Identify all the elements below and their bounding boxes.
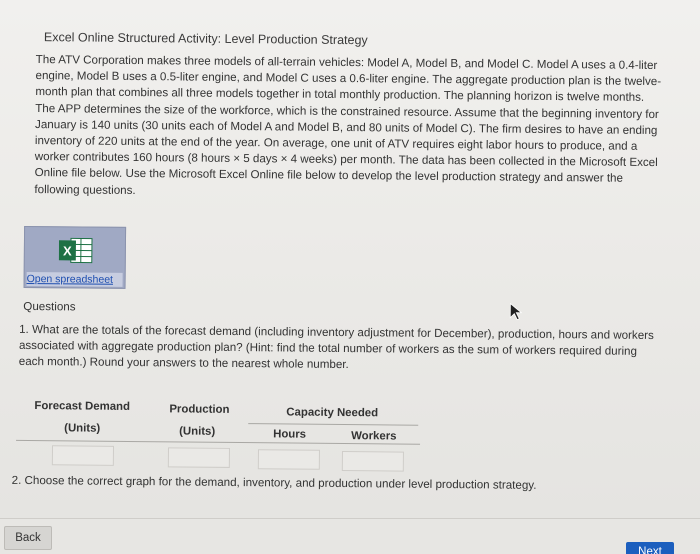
spreadsheet-tile[interactable] [24, 226, 127, 289]
col-forecast-demand-header: Forecast Demand [34, 400, 131, 413]
capacity-header-divider [248, 423, 418, 426]
questions-heading: Questions [23, 299, 76, 314]
col-production-unit: (Units) [179, 425, 216, 438]
workers-input[interactable] [342, 451, 404, 472]
problem-description: The ATV Corporation makes three models of all-terrain vehicles: Model A, Model B, and Model C. Model A uses a 0.4-liter engine, Model B uses a 0.5-liter engine, and Model C uses a 0.6-liter engine. The aggregate production plan is the twelve-month plan that combines all three models together in total monthly production. The planning horizon is twelve months. The APP determines the size of the workforce, which is the constrained resource. Assume that the beginning inventory for January is 140 units (30 units each of Model A and Model B, and 80 units of Model C). The firm desires to have an ending inventory of 220 units at the end of the year. On average, one unit of ATV requires eight labor hours to produce, and a worker contributes 160 hours (8 hours × 5 days × 4 weeks) per month. The data has been collected in the Microsoft Excel Online file below. Use the Microsoft Excel Online file below to develop the level production strategy and answer the following questions. [34, 53, 662, 197]
production-input[interactable] [168, 447, 230, 468]
svg-text:X: X [62, 243, 72, 259]
question-2-text: 2. Choose the correct graph for the demand, inventory, and production under level production strategy. [11, 473, 537, 492]
next-button[interactable]: Next [626, 542, 674, 554]
col-production-header: Production [169, 403, 230, 416]
navigation-footer [0, 518, 700, 554]
open-spreadsheet-link[interactable]: Open spreadsheet [27, 272, 123, 287]
col-forecast-demand-unit: (Units) [64, 422, 101, 435]
mouse-cursor-icon [509, 303, 523, 321]
back-button[interactable]: Back [4, 526, 52, 550]
hours-input[interactable] [258, 449, 320, 470]
capacity-needed-header: Capacity Needed [286, 406, 379, 420]
question-1-text: 1. What are the totals of the forecast demand (including inventory adjustment for December), production, hours and workers associated with aggregate production plan? (Hint: find the total number of workers as the sum of workers required during each month.) Round your answers to the nearest whole number. [18, 322, 654, 372]
col-hours-header: Hours [273, 428, 307, 441]
col-workers-header: Workers [351, 430, 397, 443]
activity-title: Excel Online Structured Activity: Level Production Strategy [43, 30, 368, 48]
forecast-demand-input[interactable] [52, 445, 114, 466]
excel-icon [59, 237, 93, 263]
